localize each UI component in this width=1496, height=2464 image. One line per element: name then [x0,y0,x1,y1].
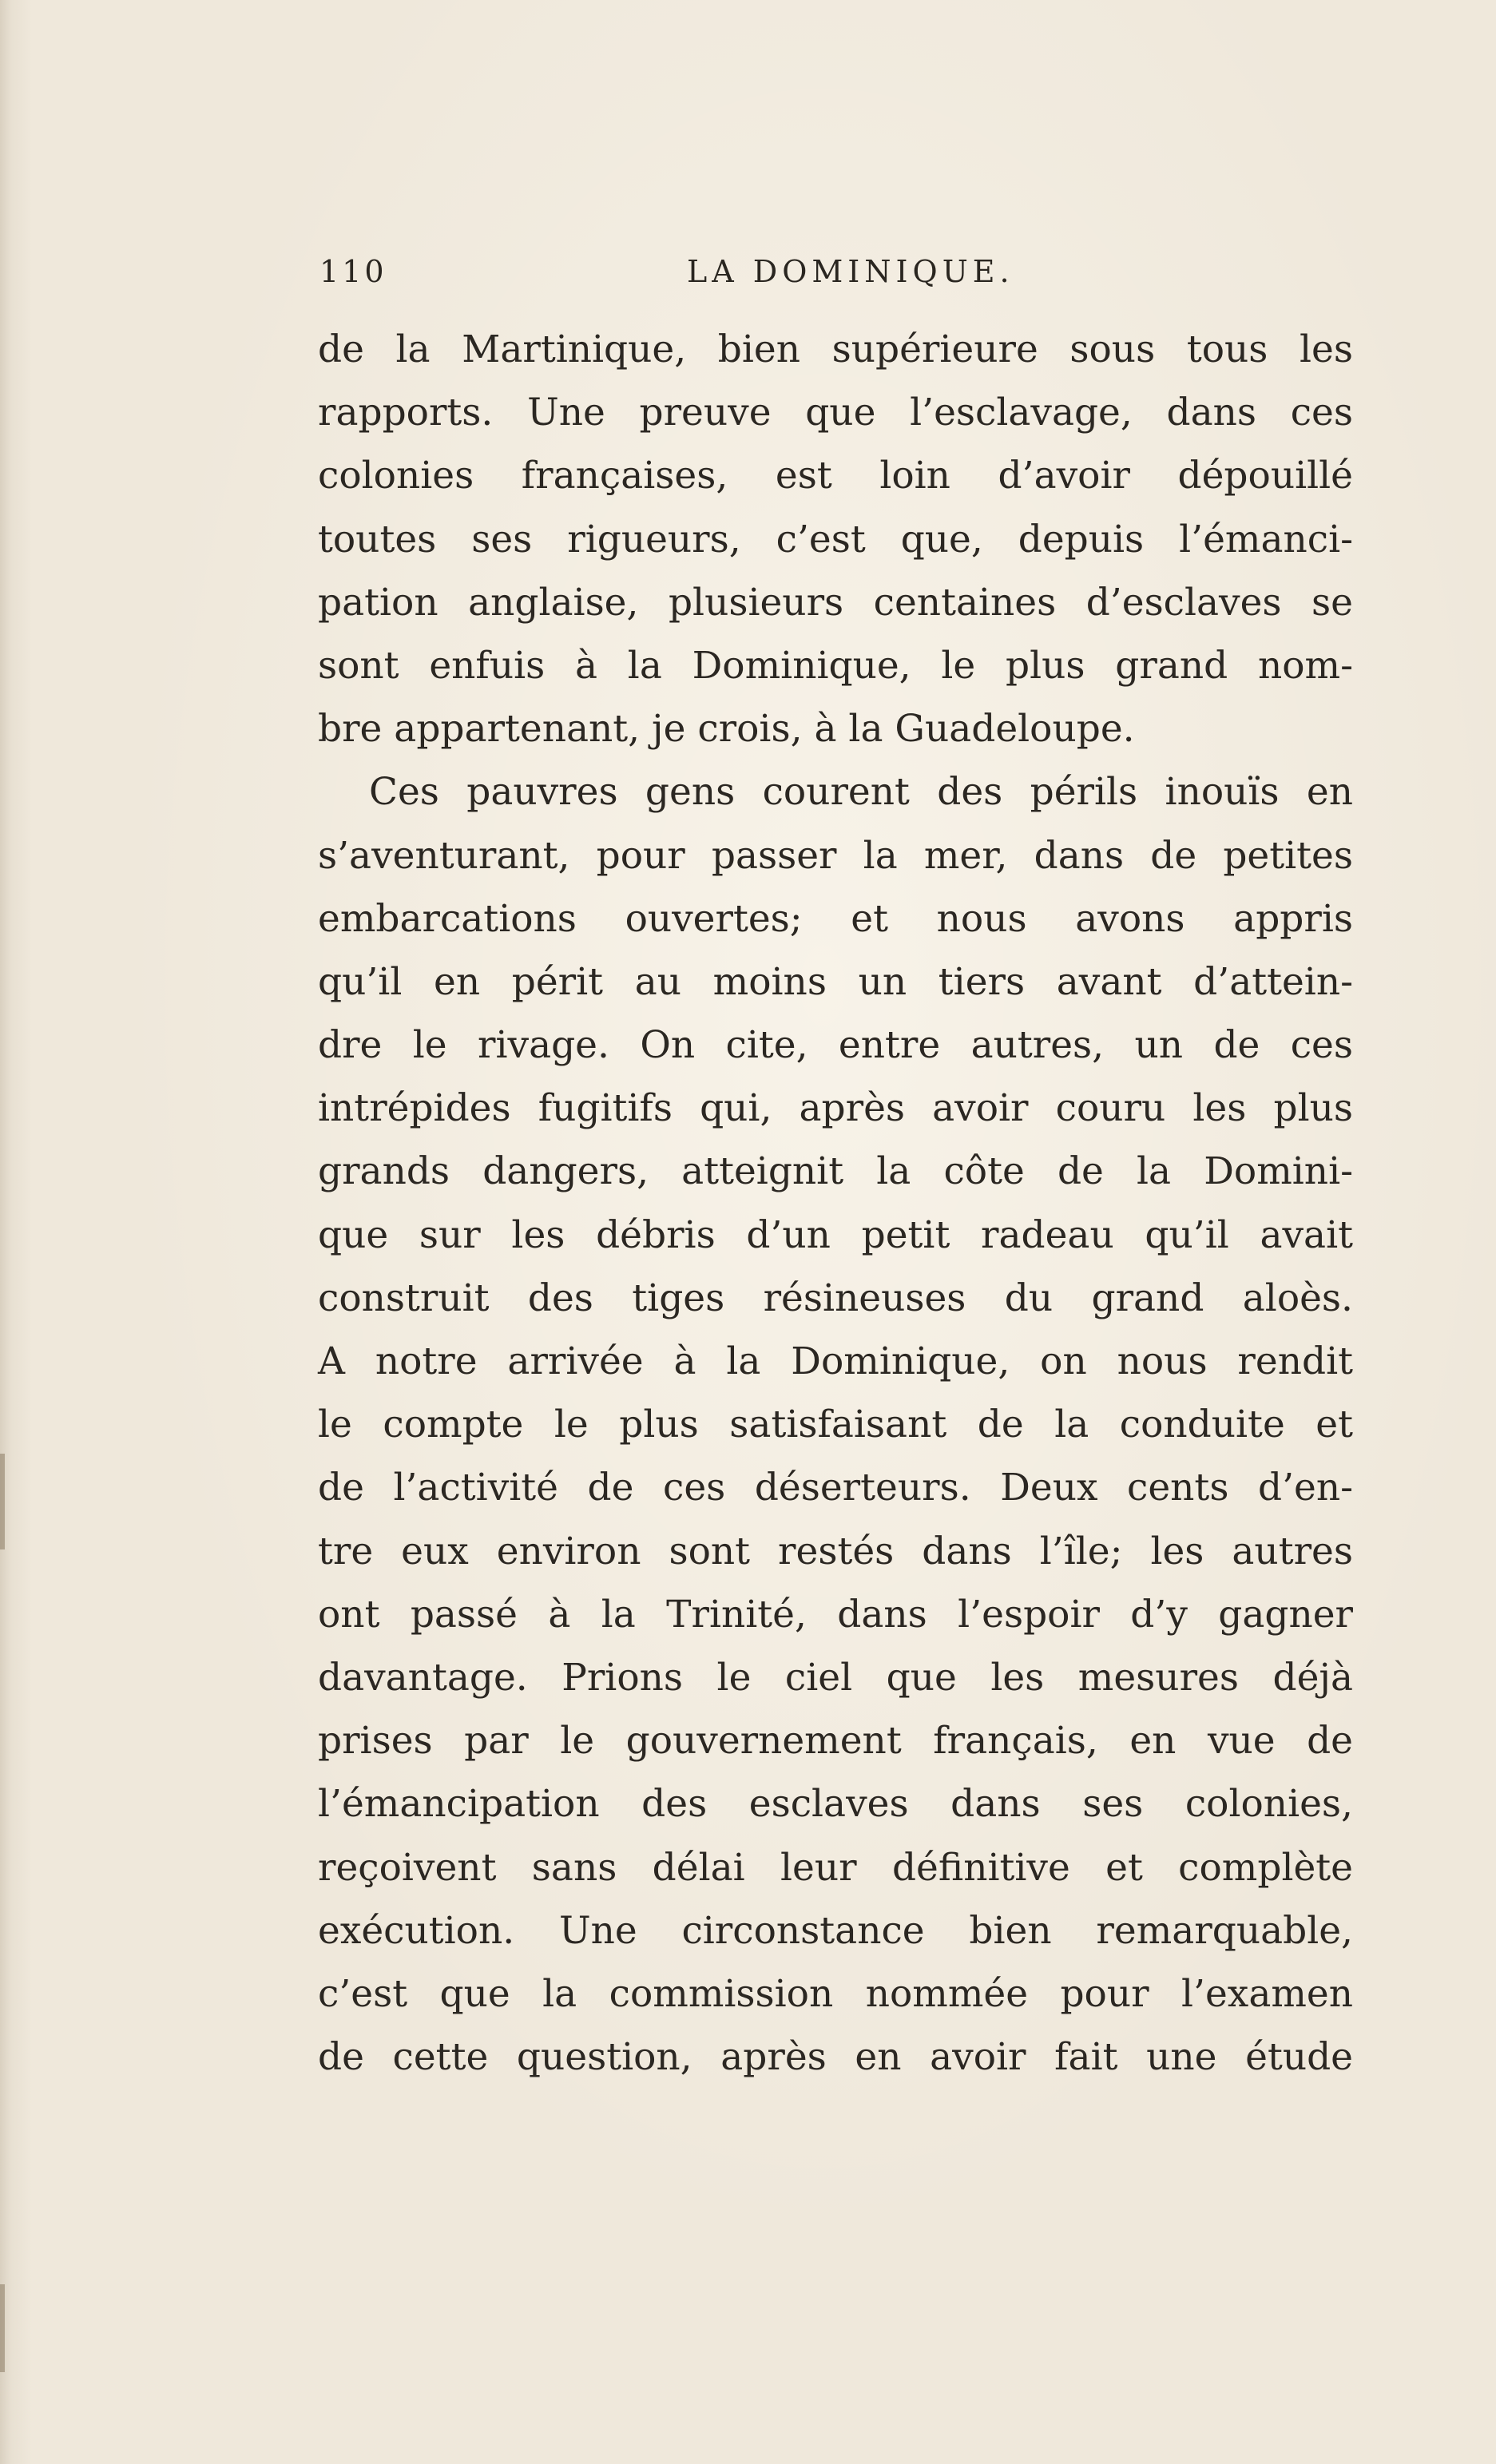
text-line: construit des tiges résineuses du grand aloès. [318,1276,1353,1320]
text-line: davantage. Prions le ciel que les mesures déjà [318,1655,1353,1700]
text-line: A notre arrivée à la Dominique, on nous rendit [318,1339,1353,1383]
text-line: prises par le gouvernement français, en vue de [318,1719,1353,1764]
page-number: 110 [319,254,387,289]
text-line: rapports. Une preuve que l’esclavage, dans ces [318,391,1353,435]
text-line: grands dangers, atteignit la côte de la Domini- [318,1149,1353,1194]
text-line: de l’activité de ces déserteurs. Deux cents d’en- [318,1466,1353,1510]
text-line: reçoivent sans délai leur définitive et complète [318,1845,1353,1890]
text-line: c’est que la commission nommée pour l’examen [318,1971,1353,2016]
text-line: de cette question, après en avoir fait une étude [318,2035,1353,2080]
text-line: bre appartenant, je crois, à la Guadeloupe. [318,707,1135,752]
page-header [319,254,1374,294]
binding-edge-mark [0,2284,5,2372]
text-line: s’aventurant, pour passer la mer, dans de petites [318,833,1353,878]
text-line: intrépides fugitifs qui, après avoir couru les plus [318,1086,1353,1131]
text-line: toutes ses rigueurs, c’est que, depuis l’émanci- [318,517,1353,561]
text-line: sont enfuis à la Dominique, le plus grand nom- [318,643,1353,688]
text-line: pation anglaise, plusieurs centaines d’esclaves se [318,580,1353,625]
text-line: le compte le plus satisfaisant de la conduite et [318,1403,1353,1447]
text-line: de la Martinique, bien supérieure sous tous les [318,327,1353,371]
text-line: qu’il en périt au moins un tiers avant d’attein- [318,959,1353,1004]
text-line: l’émancipation des esclaves dans ses colonies, [318,1782,1353,1827]
text-line: embarcations ouvertes; et nous avons appris [318,896,1353,941]
text-line: tre eux environ sont restés dans l’île; les autres [318,1529,1353,1573]
text-line: Ces pauvres gens courent des périls inouïs en [369,770,1353,815]
binding-edge-mark [0,1454,5,1549]
text-line: ont passé à la Trinité, dans l’espoir d’y gagner [318,1592,1353,1637]
text-line: exécution. Une circonstance bien remarquable, [318,1908,1353,1953]
running-head: LA DOMINIQUE. [687,254,1014,289]
text-line: colonies françaises, est loin d’avoir dépouillé [318,454,1353,498]
text-line: dre le rivage. On cite, entre autres, un de ces [318,1023,1353,1068]
text-line: que sur les débris d’un petit radeau qu’il avait [318,1212,1353,1257]
body-text [318,318,1353,2089]
